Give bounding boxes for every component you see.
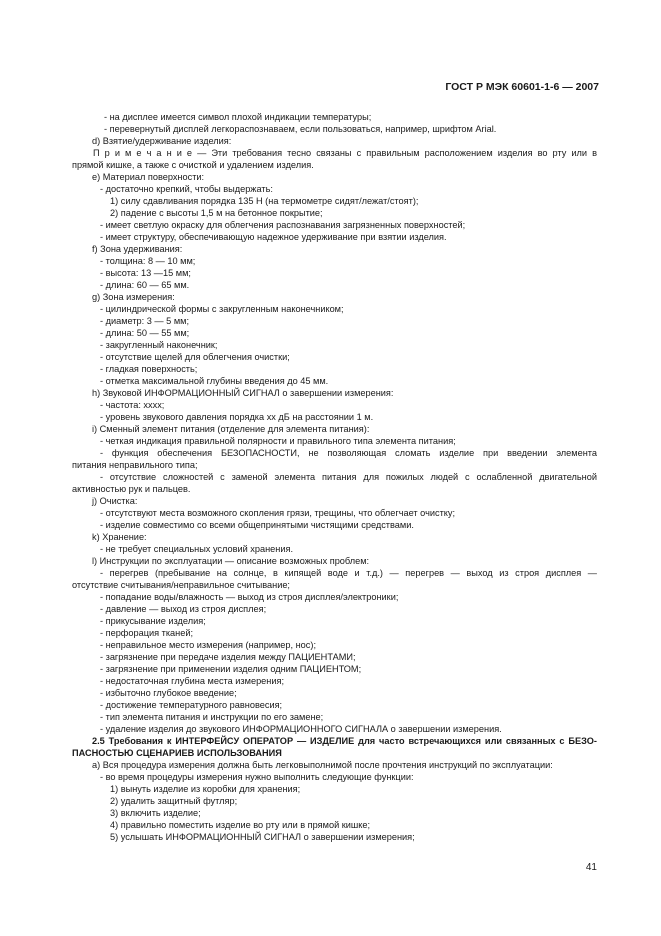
text-line: 3) включить изделие; [110, 808, 201, 818]
text-line: - четкая индикация правильной полярности и правильного типа элемента питания; [100, 436, 456, 446]
text-line: прямой кишке, а также с очисткой и удалением изделия. [72, 160, 314, 170]
text-line: - во время процедуры измерения нужно выполнить следующие функции: [100, 772, 414, 782]
text-line: e) Материал поверхности: [92, 172, 205, 182]
text-line: - перевернутый дисплей легкораспознаваем, если пользоваться, например, шрифтом Arial. [104, 124, 497, 134]
text-line: - давление — выход из строя дисплея; [100, 604, 267, 614]
text-line: - имеет светлую окраску для облегчения распознавания загрязненных поверхностей; [100, 220, 466, 230]
text-line: - частота: хххх; [100, 400, 165, 410]
text-line: - уровень звукового давления порядка хх дБ на расстоянии 1 м. [100, 412, 374, 422]
text-line: - достаточно крепкий, чтобы выдержать: [100, 184, 273, 194]
text-line: - высота: 13 —15 мм; [100, 268, 191, 278]
text-line: i) Сменный элемент питания (отделение для элемента питания): [92, 424, 370, 434]
text-line: a) Вся процедура измерения должна быть легковыполнимой после прочтения инструкций по эксплуатации: [92, 760, 553, 770]
text-line: - перфорация тканей; [100, 628, 194, 638]
text-line: - длина: 50 — 55 мм; [100, 328, 190, 338]
text-line: d) Взятие/удерживание изделия: [92, 136, 232, 146]
text-line: 2) удалить защитный футляр; [110, 796, 238, 806]
text-line: - толщина: 8 — 10 мм; [100, 256, 196, 266]
text-line: k) Хранение: [92, 532, 147, 542]
text-line: - закругленный наконечник; [100, 340, 218, 350]
text-line: - загрязнение при применении изделия одним ПАЦИЕНТОМ; [100, 664, 362, 674]
text-line: 1) вынуть изделие из коробки для хранения; [110, 784, 301, 794]
text-line: ПАСНОСТЬЮ СЦЕНАРИЕВ ИСПОЛЬЗОВАНИЯ [72, 748, 282, 758]
text-line: - отметка максимальной глубины введения до 45 мм. [100, 376, 329, 386]
text-line: питания неправильного типа; [72, 460, 198, 470]
text-line: - попадание воды/влажность — выход из строя дисплея/электроники; [100, 592, 399, 602]
text-line: - неправильное место измерения (например, нос); [100, 640, 316, 650]
text-line: h) Звуковой ИНФОРМАЦИОННЫЙ СИГНАЛ о завершении измерения: [92, 388, 394, 398]
text-line: - функция обеспечения БЕЗОПАСНОСТИ, не позволяющая сломать изделие при введении элемента [100, 448, 597, 458]
text-line: - диаметр: 3 — 5 мм; [100, 316, 190, 326]
text-line: - удаление изделия до звукового ИНФОРМАЦИОННОГО СИГНАЛА о завершении измерения. [100, 724, 502, 734]
text-line: 5) услышать ИНФОРМАЦИОННЫЙ СИГНАЛ о завершении измерения; [110, 832, 415, 842]
text-line: - не требует специальных условий хранения. [100, 544, 294, 554]
text-line: активностью рук и пальцев. [72, 484, 191, 494]
text-line: отсутствие считывания/неправильное считывание; [72, 580, 290, 590]
page-number: 41 [585, 862, 597, 873]
text-line: - гладкая поверхность; [100, 364, 198, 374]
text-line: - избыточно глубокое введение; [100, 688, 237, 698]
text-line: - на дисплее имеется символ плохой индикации температуры; [104, 112, 372, 122]
text-line: - перегрев (пребывание на солнце, в кипящей воде и т.д.) — перегрев — выход из строя дисплея — [100, 568, 597, 578]
text-line: - изделие совместимо со всеми общепринятыми чистящими средствами. [100, 520, 414, 530]
text-line: - отсутствие щелей для облегчения очистки; [100, 352, 290, 362]
text-line: f) Зона удерживания: [92, 244, 183, 254]
text-line: 2) падение с высоты 1,5 м на бетонное покрытие; [110, 208, 323, 218]
document-header: ГОСТ Р МЭК 60601-1-6 — 2007 [445, 81, 599, 93]
text-line: П р и м е ч а н и е — Эти требования тесно связаны с правильным расположением изделия во рту или в [93, 148, 597, 158]
text-line: - тип элемента питания и инструкции по его замене; [100, 712, 324, 722]
text-line: 1) силу сдавливания порядка 135 Н (на термометре сидят/лежат/стоят); [110, 196, 419, 206]
text-line: - цилиндрической формы с закругленным наконечником; [100, 304, 344, 314]
text-line: 2.5 Требования к ИНТЕРФЕЙСУ ОПЕРАТОР — ИЗДЕЛИЕ для часто встречающихся или связанных с БЕЗО- [92, 736, 597, 746]
text-line: j) Очистка: [92, 496, 138, 506]
text-line: - прикусывание изделия; [100, 616, 206, 626]
text-line: - отсутствуют места возможного скопления грязи, трещины, что облегчает очистку; [100, 508, 456, 518]
document-body [0, 111, 661, 843]
text-line: - недостаточная глубина места измерения; [100, 676, 285, 686]
text-line: - имеет структуру, обеспечивающую надежное удерживание при взятии изделия. [100, 232, 447, 242]
text-line: - длина: 60 — 65 мм. [100, 280, 190, 290]
text-line: 4) правильно поместить изделие во рту или в прямой кишке; [110, 820, 371, 830]
text-line: - отсутствие сложностей с заменой элемента питания для пожилых людей с ослабленной двигательной [100, 472, 597, 482]
text-line: - достижение температурного равновесия; [100, 700, 283, 710]
text-line: g) Зона измерения: [92, 292, 175, 302]
text-line: l) Инструкции по эксплуатации — описание возможных проблем: [92, 556, 370, 566]
text-line: - загрязнение при передаче изделия между ПАЦИЕНТАМИ; [100, 652, 356, 662]
